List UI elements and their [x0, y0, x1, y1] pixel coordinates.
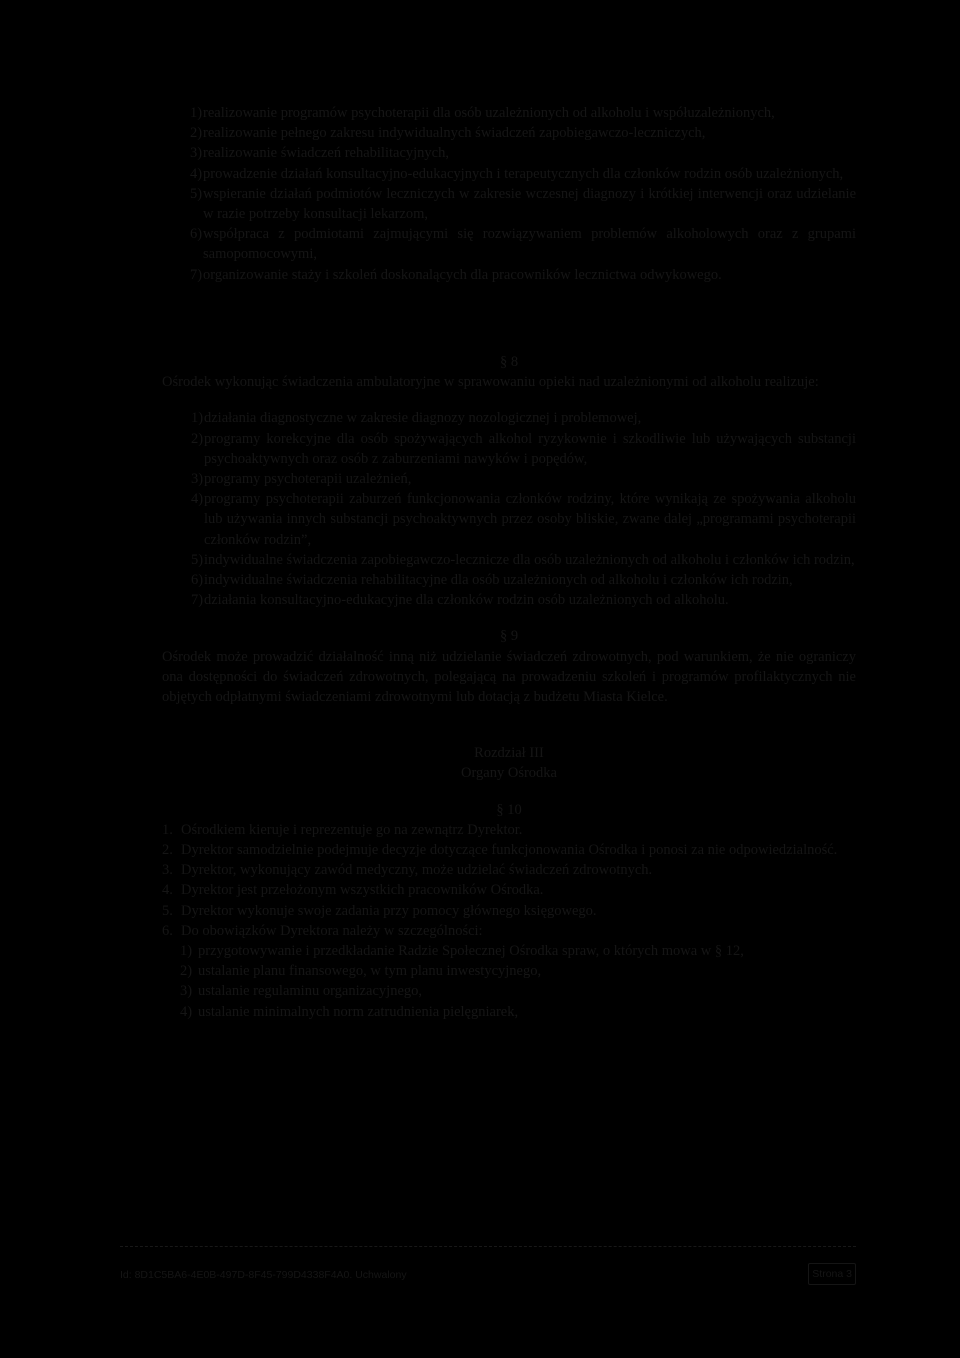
footer-page-number: Strona 3 [808, 1263, 856, 1285]
list-item: 2) realizowanie pełnego zakresu indywidualnych świadczeń zapobiegawczo-leczniczych, [190, 125, 706, 142]
list-item: 5. Dyrektor wykonuje swoje zadania przy pomocy głównego księgowego. [162, 902, 597, 919]
list-item: 6) współpraca z podmiotami zajmującymi się rozwiązywaniem problemów alkoholowych oraz z grupami samopomocowymi, [190, 226, 856, 263]
list-item: 4. Dyrektor jest przełożonym wszystkich pracowników Ośrodka. [162, 882, 544, 899]
section-8-intro: Ośrodek wykonując świadczenia ambulatoryjne w sprawowaniu opieki nad uzależnionymi od alkoholu realizuje: [162, 374, 819, 391]
list-item: 5) wspieranie działań podmiotów leczniczych w zakresie wczesnej diagnozy i krótkiej interwencji oraz udzielanie w razie potrzeby konsultacji lekarzom, [190, 185, 856, 223]
section-heading-10: § 10 [496, 801, 522, 818]
list-item: 3) programy psychoterapii uzależnień, [191, 471, 412, 488]
chapter-subtitle: Organy Ośrodka [461, 765, 557, 782]
list-item: 6) indywidualne świadczenia rehabilitacyjne dla osób uzależnionych od alkoholu i członków ich rodzin, [191, 572, 793, 589]
list-item: 1. Ośrodkiem kieruje i reprezentuje go na zewnątrz Dyrektor. [162, 821, 523, 838]
chapter-title: Rozdział III [474, 745, 544, 762]
list-item: 1) realizowanie programów psychoterapii dla osób uzależnionych od alkoholu i współuzależnionych, [190, 105, 775, 121]
main-content [162, 352, 856, 1022]
sub-list-item: 2) ustalanie planu finansowego, w tym planu inwestycyjnego, [180, 963, 542, 980]
list-item: 5) indywidualne świadczenia zapobiegawczo-lecznicze dla osób uzależnionych od alkoholu i członków ich rodzin, [191, 551, 855, 568]
sub-list-item: 3) ustalanie regulaminu organizacyjnego, [180, 983, 422, 1000]
list-item: 3. Dyrektor, wykonujący zawód medyczny, może udzielać świadczeń zdrowotnych. [162, 862, 653, 879]
list-item: 7) działania konsultacyjno-edukacyjne dla członków rodzin osób uzależnionych od alkoholu. [191, 592, 729, 609]
list-item: 1) działania diagnostyczne w zakresie diagnozy nozologicznej i problemowej, [191, 410, 642, 427]
list-item: 6. Do obowiązków Dyrektora należy w szczególności: [162, 922, 483, 939]
section-9-text: Ośrodek może prowadzić działalność inną niż udzielanie świadczeń zdrowotnych, pod warunkiem, że nie ograniczy ona dostępności do świadczeń zdrowotnych, polegającą na prowadzeniu szkoleń i programów profilaktycznych nie objętych odpłatnymi świadczeniami zdrowotnymi lub dotacją z budżetu Miasta Kielce. [162, 648, 856, 706]
list-item: 4) prowadzenie działań konsultacyjno-edukacyjnych i terapeutycznych dla członków rodzin osób uzależnionych, [190, 165, 844, 182]
list-item: 2. Dyrektor samodzielnie podejmuje decyzje dotyczące funkcjonowania Ośrodka i ponosi za nie odpowiedzialność. [162, 842, 838, 859]
sub-list-item: 1) przygotowywanie i przedkładanie Radzie Społecznej Ośrodka spraw, o których mowa w § 12, [180, 943, 744, 960]
list-item: 2) programy korekcyjne dla osób spożywających alkohol ryzykownie i szkodliwie lub używających substancji psychoaktywnych oraz osób z zaburzeniami nawyków i popędów, [191, 430, 856, 467]
list-item: 3) realizowanie świadczeń rehabilitacyjnych, [190, 145, 449, 162]
top-list [162, 103, 856, 285]
section-heading-9: § 9 [499, 628, 519, 645]
list-item: 7) organizowanie staży i szkoleń doskonalących dla pracowników lecznictwa odwykowego. [190, 266, 722, 283]
list-item: 4) programy psychoterapii zaburzeń funkcjonowania członków rodziny, które wynikają ze spożywania alkoholu lub używania innych substancji psychoaktywnych przez osoby bliskie, zwane dalej „programami psychoterapii członków rodzin”, [191, 491, 856, 548]
footer-divider [120, 1246, 856, 1247]
footer-document-id: Id: 8D1C5BA6-4E0B-497D-8F45-799D4338F4A0. Uchwalony [120, 1269, 407, 1281]
sub-list-item: 4) ustalanie minimalnych norm zatrudnienia pielęgniarek, [180, 1003, 519, 1020]
section-heading-8: § 8 [499, 354, 519, 370]
